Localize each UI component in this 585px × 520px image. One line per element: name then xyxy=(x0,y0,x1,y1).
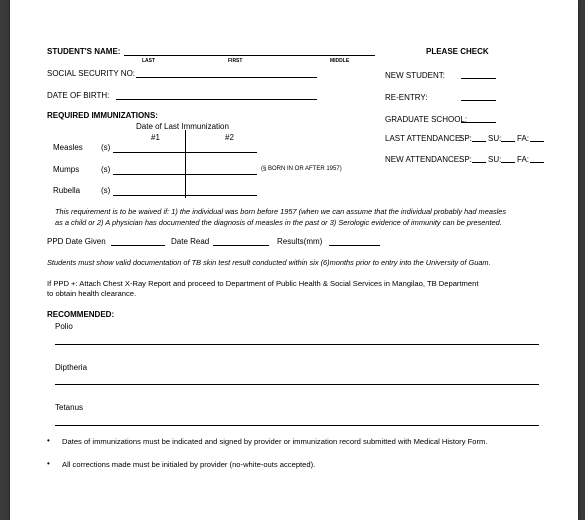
form-page xyxy=(10,0,578,520)
born-note: (§ BORN IN OR AFTER 1957) xyxy=(261,166,342,172)
tetanus-line[interactable] xyxy=(55,425,539,426)
waiver-line-2: as a child or 2) A physician has documented the diagnosis of measles in the past or 3) Serologic evidence of immunity can be presented. xyxy=(55,218,502,227)
new-student-label: NEW STUDENT: xyxy=(385,71,445,80)
last-att-sp-label: SP: xyxy=(459,134,472,143)
note-item: All corrections made must be initialed by provider (no-white-outs accepted). xyxy=(62,460,316,469)
new-att-su-line[interactable] xyxy=(501,162,515,163)
last-att-fa-line[interactable] xyxy=(530,141,544,142)
new-att-su-label: SU: xyxy=(488,155,502,164)
immunization-name: Mumps xyxy=(53,165,80,174)
tb-note: Students must show valid documentation of TB skin test result conducted within six (6)months prior to entry into the University of Guam. xyxy=(47,258,491,267)
dob-line[interactable] xyxy=(116,99,317,100)
col-2-header: #2 xyxy=(225,133,234,142)
reentry-label: RE-ENTRY: xyxy=(385,93,428,102)
last-att-su-line[interactable] xyxy=(501,141,515,142)
last-att-fa-label: FA: xyxy=(517,134,530,143)
new-att-sp-label: SP: xyxy=(459,155,472,164)
ppd-date-given-label: PPD Date Given xyxy=(47,237,106,246)
bullet-icon: • xyxy=(47,436,50,445)
student-name-label: STUDENT'S NAME: xyxy=(47,47,121,56)
col-1-header: #1 xyxy=(151,133,160,142)
graduate-school-label: GRADUATE SCHOOL: xyxy=(385,115,468,124)
mumps-date-line[interactable] xyxy=(113,174,257,175)
last-att-sp-line[interactable] xyxy=(472,141,486,142)
date-of-last-immunization-header: Date of Last Immunization xyxy=(136,122,229,131)
recommended-item: Polio xyxy=(55,322,73,331)
first-name-caption: FIRST xyxy=(228,58,243,64)
new-attendance-label: NEW ATTENDANCE: xyxy=(385,155,462,164)
diptheria-line[interactable] xyxy=(55,384,539,385)
results-label: Results(mm) xyxy=(277,237,323,246)
bullet-icon: • xyxy=(47,459,50,468)
please-check-title: PLEASE CHECK xyxy=(426,47,489,56)
ssn-label: SOCIAL SECURITY NO: xyxy=(47,69,136,78)
results-line[interactable] xyxy=(329,245,380,246)
middle-name-caption: MIDDLE xyxy=(330,58,350,64)
immunization-mark: (s) xyxy=(101,165,111,174)
date-read-label: Date Read xyxy=(171,237,210,246)
recommended-title: RECOMMENDED: xyxy=(47,310,115,319)
new-student-line[interactable] xyxy=(461,78,496,79)
ssn-line[interactable] xyxy=(136,77,317,78)
recommended-item: Diptheria xyxy=(55,363,88,372)
immunization-name: Measles xyxy=(53,143,83,152)
recommended-item: Tetanus xyxy=(55,403,84,412)
last-name-caption: LAST xyxy=(142,58,156,64)
waiver-line-1: This requirement is to be waived if: 1) the individual was born before 1957 (when we can assume that the individual probably had measles xyxy=(55,207,507,216)
immunization-name: Rubella xyxy=(53,186,81,195)
note-item: Dates of immunizations must be indicated and signed by provider or immunization record submitted with Medical History Form. xyxy=(62,437,488,446)
new-att-sp-line[interactable] xyxy=(472,162,486,163)
ppd-positive-line-1: If PPD +: Attach Chest X-Ray Report and proceed to Department of Public Health & Social Services in Mangilao, TB Department xyxy=(47,279,479,288)
immunization-divider xyxy=(185,130,186,198)
new-att-fa-label: FA: xyxy=(517,155,530,164)
immunization-mark: (s) xyxy=(101,186,111,195)
immunizations-title: REQUIRED IMMUNIZATIONS: xyxy=(47,111,158,120)
reentry-line[interactable] xyxy=(461,100,496,101)
polio-line[interactable] xyxy=(55,344,539,345)
ppd-positive-line-2: to obtain health clearance. xyxy=(47,289,137,298)
last-att-su-label: SU: xyxy=(488,134,502,143)
new-att-fa-line[interactable] xyxy=(530,162,544,163)
ppd-date-given-line[interactable] xyxy=(111,245,165,246)
immunization-mark: (s) xyxy=(101,143,111,152)
last-attendance-label: LAST ATTENDANCE: xyxy=(385,134,463,143)
graduate-school-line[interactable] xyxy=(461,122,496,123)
date-read-line[interactable] xyxy=(213,245,269,246)
rubella-date-line[interactable] xyxy=(113,195,257,196)
dob-label: DATE OF BIRTH: xyxy=(47,91,110,100)
measles-date-line[interactable] xyxy=(113,152,257,153)
student-name-line[interactable] xyxy=(124,55,375,56)
